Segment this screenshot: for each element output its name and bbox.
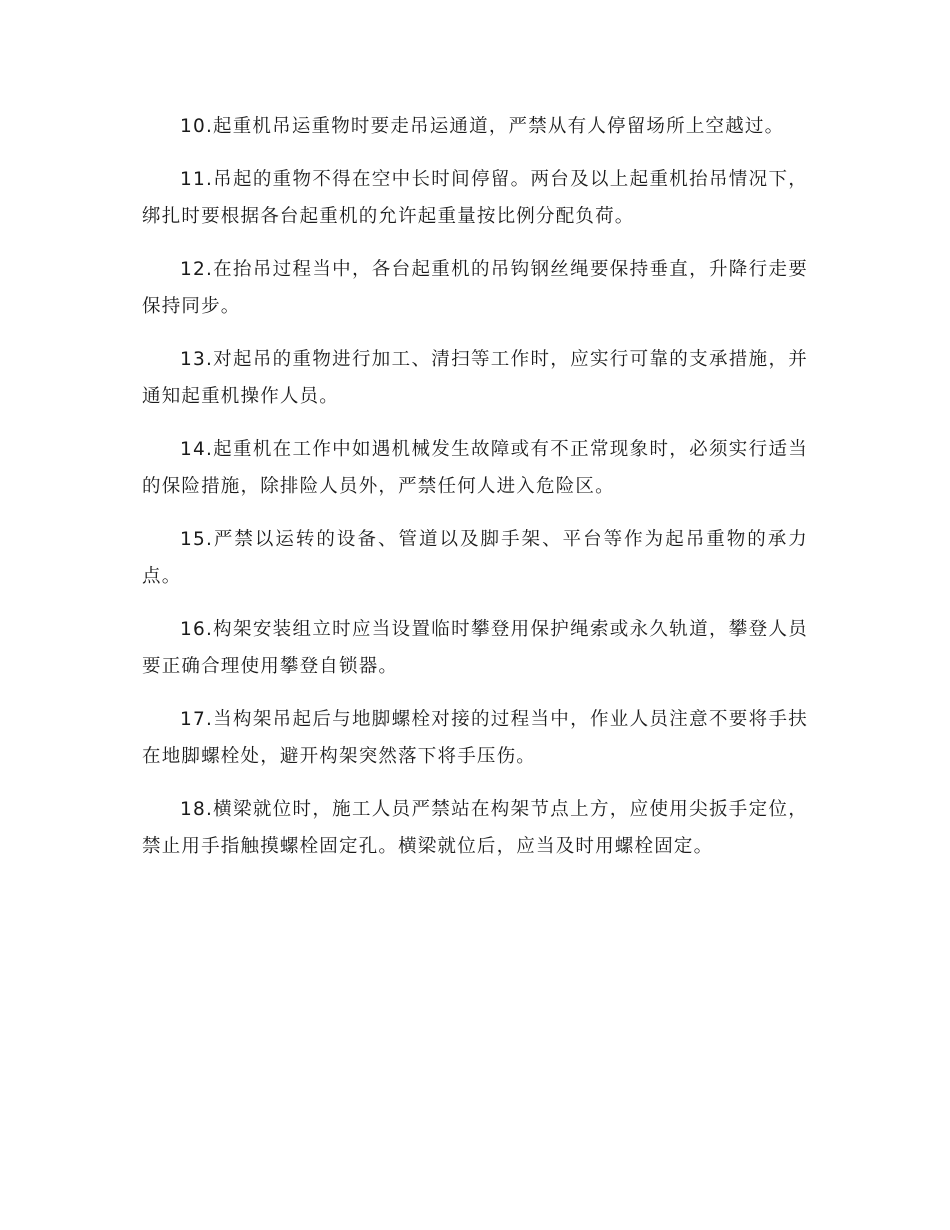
paragraph-16: 16.构架安装组立时应当设置临时攀登用保护绳索或永久轨道，攀登人员要正确合理使用攀登自锁器。 (142, 619, 808, 677)
paragraph-18: 18.横梁就位时，施工人员严禁站在构架节点上方，应使用尖扳手定位，禁止用手指触摸螺栓固定孔。横梁就位后，应当及时用螺栓固定。 (142, 799, 808, 857)
document-body (142, 108, 808, 881)
paragraph-14: 14.起重机在工作中如遇机械发生故障或有不正常现象时，必须实行适当的保险措施，除排险人员外，严禁任何人进入危险区。 (142, 439, 808, 497)
paragraph-10: 10.起重机吊运重物时要走吊运通道，严禁从有人停留场所上空越过。 (180, 116, 785, 137)
paragraph-12: 12.在抬吊过程当中，各台起重机的吊钩钢丝绳要保持垂直，升降行走要保持同步。 (142, 259, 808, 317)
paragraph-15: 15.严禁以运转的设备、管道以及脚手架、平台等作为起吊重物的承力点。 (142, 529, 808, 587)
paragraph-11: 11.吊起的重物不得在空中长时间停留。两台及以上起重机抬吊情况下，绑扎时要根据各台起重机的允许起重量按比例分配负荷。 (142, 169, 808, 227)
paragraph-13: 13.对起吊的重物进行加工、清扫等工作时，应实行可靠的支承措施，并通知起重机操作人员。 (142, 349, 808, 407)
paragraph-17: 17.当构架吊起后与地脚螺栓对接的过程当中，作业人员注意不要将手扶在地脚螺栓处，避开构架突然落下将手压伤。 (142, 709, 808, 767)
